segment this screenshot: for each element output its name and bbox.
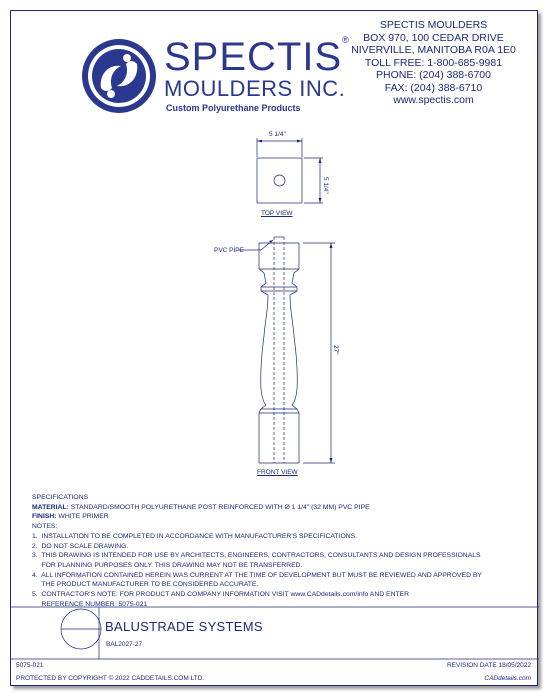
- contact-line: BOX 970, 100 CEDAR DRIVE: [363, 31, 504, 44]
- revision-date: REVISION DATE 18/05/2022: [446, 662, 531, 669]
- front-view-label: FRONT VIEW: [257, 469, 298, 476]
- baluster-front-view: [259, 237, 299, 463]
- specifications-block: [32, 493, 482, 609]
- top-view-pipe-hole: [274, 175, 285, 186]
- note-line: 3. THIS DRAWING IS INTENDED FOR USE BY ARCHITECTS, ENGINEERS, CONTRACTORS, CONSULTANTS AND DESIGN PROFESSIONALS: [32, 552, 481, 560]
- title-block-lines: [11, 601, 539, 671]
- technical-drawing: [11, 11, 536, 491]
- contact-line: NIVERVILLE, MANITOBA R0A 1E0: [351, 44, 516, 56]
- pvc-pipe-label: PVC PIPE: [214, 247, 244, 254]
- contact-line: SPECTIS MOULDERS: [379, 19, 488, 31]
- drawing-code: BAL2027-27: [106, 641, 143, 648]
- logo-subtitle: MOULDERS INC.: [164, 76, 346, 101]
- material-label: MATERIAL:: [32, 503, 69, 511]
- finish-value: WHITE PRIMER: [56, 513, 109, 521]
- logo-tagline: Custom Polyurethane Products: [166, 103, 301, 113]
- registered-mark: ®: [342, 35, 350, 45]
- drawing-title: BALUSTRADE SYSTEMS: [105, 619, 263, 634]
- notes-heading: NOTES:: [32, 523, 58, 531]
- copyright-notice: PROTECTED BY COPYRIGHT © 2022 CADDETAILS.COM LTD.: [16, 675, 205, 682]
- finish-label: FINISH:: [32, 513, 57, 521]
- material-value: STANDARD/SMOOTH POLYURETHANE POST REINFORCED WITH Ø 1 1/4" (32 MM) PVC PIPE: [68, 503, 370, 511]
- height-dimension: 27": [332, 345, 339, 355]
- top-view-square: [257, 158, 302, 203]
- material-spec: [32, 503, 482, 513]
- contact-line: FAX: (204) 388-6710: [384, 81, 483, 94]
- top-depth-dimension: 5 1/4": [322, 177, 329, 194]
- specifications-heading: SPECIFICATIONS: [32, 494, 89, 501]
- note-line: THE PRODUCT MANUFACTURER TO BE CONSIDERED ACCURATE.: [32, 581, 259, 589]
- contact-website-link[interactable]: www.spectis.com: [393, 94, 474, 106]
- note-line: 5. CONTRACTOR'S NOTE: FOR PRODUCT AND COMPANY INFORMATION VISIT www.CADdetails.com/info AND ENTER: [32, 591, 410, 599]
- note-line: FOR PLANNING PURPOSES ONLY. THIS DRAWING MAY NOT BE TRANSFERRED.: [32, 561, 303, 569]
- top-width-dimension: 5 1/4": [269, 131, 286, 138]
- reference-number: 5075-021: [16, 662, 44, 669]
- top-view-label: TOP VIEW: [261, 210, 293, 217]
- logo-word: SPECTIS: [164, 35, 343, 79]
- contact-line: TOLL FREE: 1-800-685-9981: [364, 56, 503, 69]
- finish-spec: [32, 512, 482, 522]
- note-line: 2. DO NOT SCALE DRAWING.: [32, 542, 129, 550]
- note-line: 4. ALL INFORMATION CONTAINED HEREIN WAS CURRENT AT THE TIME OF DEVELOPMENT BUT MUST BE REVIEWED AND APPROVED BY: [32, 571, 482, 579]
- contact-line: PHONE: (204) 388-6700: [376, 69, 491, 81]
- caddetails-brand-link[interactable]: CADdetails.com: [484, 675, 531, 682]
- drawing-sheet: [10, 10, 538, 686]
- note-line: REFERENCE NUMBER 5075-021: [32, 600, 148, 608]
- note-line: 1. INSTALLATION TO BE COMPLETED IN ACCORDANCE WITH MANUFACTURER'S SPECIFICATIONS.: [32, 532, 358, 540]
